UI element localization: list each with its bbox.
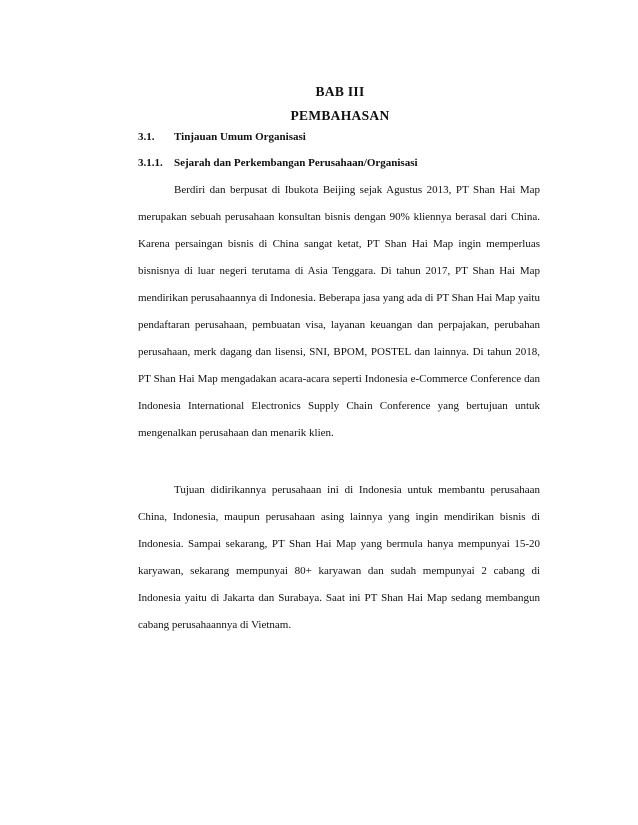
section-title: Tinjauan Umum Organisasi: [174, 131, 306, 143]
section-heading: [138, 131, 306, 143]
subsection-heading: [138, 157, 418, 169]
chapter-title: PEMBAHASAN: [290, 108, 390, 123]
paragraph-purpose: Tujuan didirikannya perusahaan ini di Indonesia untuk membantu perusahaan China, Indonesia, maupun perusahaan asing lainnya yang ingin mendirikan bisnis di Indonesia. Sampai sekarang, PT Shan Hai Map yang bermula hanya mempunyai 15-20 karyawan, sekarang mempunyai 80+ karyawan dan sudah mempunyai 2 cabang di Indonesia yaitu di Jakarta dan Surabaya. Saat ini PT Shan Hai Map sedang membangun cabang perusahaannya di Vietnam.: [138, 484, 540, 631]
section-number: 3.1.: [138, 131, 155, 143]
subsection-number: 3.1.1.: [138, 157, 163, 169]
subsection-title: Sejarah dan Perkembangan Perusahaan/Organisasi: [174, 157, 418, 169]
chapter-number: BAB III: [315, 84, 365, 99]
paragraph-history: Berdiri dan berpusat di Ibukota Beijing sejak Agustus 2013, PT Shan Hai Map merupakan sebuah perusahaan konsultan bisnis dengan 90% kliennya berasal dari China. Karena persaingan bisnis di China sangat ketat, PT Shan Hai Map ingin memperluas bisnisnya di luar negeri terutama di Asia Tenggara. Di tahun 2017, PT Shan Hai Map mendirikan perusahaannya di Indonesia. Beberapa jasa yang ada di PT Shan Hai Map yaitu pendaftaran perusahaan, pembuatan visa, layanan keuangan dan perpajakan, perubahan perusahaan, merk dagang dan lisensi, SNI, BPOM, POSTEL dan lainnya. Di tahun 2018, PT Shan Hai Map mengadakan acara-acara seperti Indonesia e-Commerce Conference dan Indonesia International Electronics Supply Chain Conference yang bertujuan untuk mengenalkan perusahaan dan menarik klien.: [138, 184, 540, 439]
